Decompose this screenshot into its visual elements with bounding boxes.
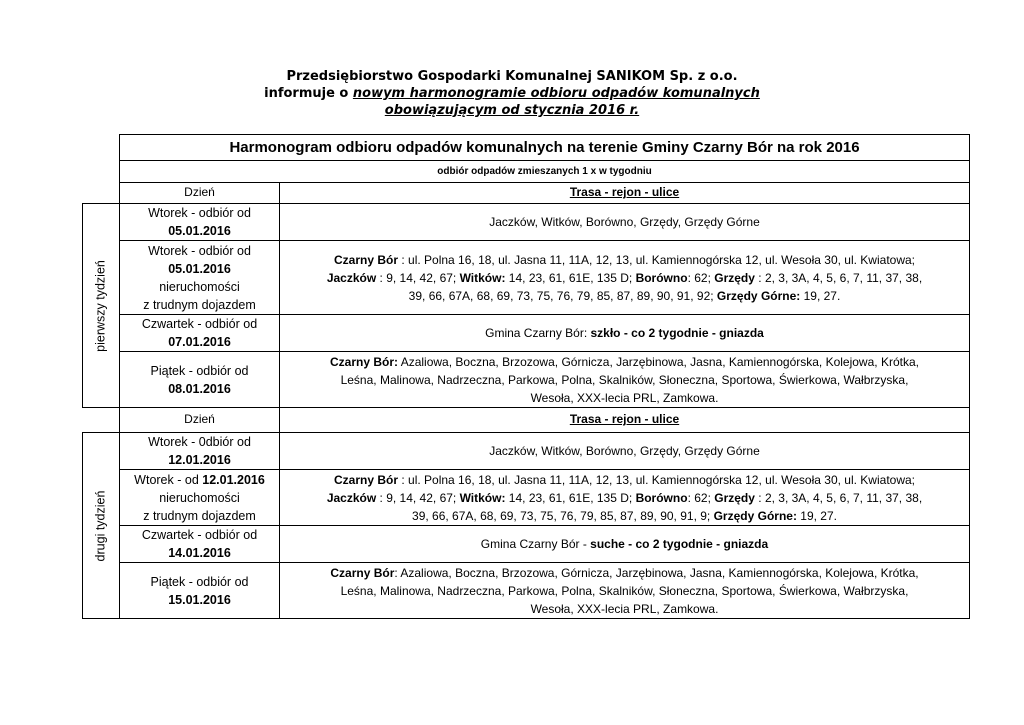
col-header-route: Trasa - rejon - ulice <box>280 183 970 204</box>
schedule-table <box>82 134 970 619</box>
col-header-day-2: Dzień <box>120 408 280 433</box>
table-row: pierwszy tydzień Wtorek - odbiór od 05.01.2016 Jaczków, Witków, Borówno, Grzędy, Grzędy Górne <box>83 204 970 241</box>
table-row: Czwartek - odbiór od 07.01.2016 Gmina Czarny Bór: szkło - co 2 tygodnie - gniazda <box>83 315 970 352</box>
table-subtitle: odbiór odpadów zmieszanych 1 x w tygodniu <box>120 161 970 183</box>
table-row: Wtorek - odbiór od 05.01.2016 nieruchomości z trudnym dojazdem Czarny Bór : ul. Polna 16, 18, ul. Jasna 11, 11A, 12, 13, ul. Kamiennogórska 12, ul. Wesoła 30, ul. Kwiatowa; Jaczków : 9, 14, 42, 67; Witków: 14, 23, 61, 61E, 135 D; Borówno: 62; Grzędy : 2, 3, 3A, 4, 5, 6, 7, 11, 37, 38, 39, 66, 67A, 68, 69, 73, 75, 76, 79, 85, 87, 89, 90, 91, 92; Grzędy Górne: 19, 27. <box>83 241 970 315</box>
table-row: drugi tydzień Wtorek - 0dbiór od 12.01.2016 Jaczków, Witków, Borówno, Grzędy, Grzędy Górne <box>83 433 970 470</box>
table-title: Harmonogram odbioru odpadów komunalnych na terenie Gminy Czarny Bór na rok 2016 <box>120 135 970 161</box>
table-row: Piątek - odbiór od 15.01.2016 Czarny Bór: Azaliowa, Boczna, Brzozowa, Górnicza, Jarzębinowa, Jasna, Kamiennogórska, Kolejowa, Krótka, Leśna, Malinowa, Nadrzeczna, Parkowa, Polna, Skalników, Słoneczna, Sportowa, Świerkowa, Wałbrzyska, Wesoła, XXX-lecia PRL, Zamkowa. <box>83 563 970 619</box>
table-row: Wtorek - od 12.01.2016 nieruchomości z trudnym dojazdem Czarny Bór : ul. Polna 16, 18, ul. Jasna 11, 11A, 12, 13, ul. Kamiennogórska 12, ul. Wesoła 30, ul. Kwiatowa; Jaczków : 9, 14, 42, 67; Witków: 14, 23, 61, 61E, 135 D; Borówno: 62; Grzędy : 2, 3, 3A, 4, 5, 6, 7, 11, 37, 38, 39, 66, 67A, 68, 69, 73, 75, 76, 79, 85, 87, 89, 90, 91, 9; Grzędy Górne: 19, 27. <box>83 470 970 526</box>
notice-line: informuje o nowym harmonogramie odbioru odpadów komunalnych <box>264 86 760 101</box>
table-row: Piątek - odbiór od 08.01.2016 Czarny Bór: Azaliowa, Boczna, Brzozowa, Górnicza, Jarzębinowa, Jasna, Kamiennogórska, Kolejowa, Krótka, Leśna, Malinowa, Nadrzeczna, Parkowa, Polna, Skalników, Słoneczna, Sportowa, Świerkowa, Wałbrzyska, Wesoła, XXX-lecia PRL, Zamkowa. <box>83 352 970 408</box>
table-row: Czwartek - odbiór od 14.01.2016 Gmina Czarny Bór - suche - co 2 tygodnie - gniazda <box>83 526 970 563</box>
company-name: Przedsiębiorstwo Gospodarki Komunalnej SANIKOM Sp. z o.o. <box>286 69 738 84</box>
notice-date-line: obowiązującym od stycznia 2016 r. <box>384 103 640 118</box>
notice-italic: nowym harmonogramie odbioru odpadów komunalnych <box>352 86 760 101</box>
col-header-day: Dzień <box>120 183 280 204</box>
col-header-route-2: Trasa - rejon - ulice <box>280 408 970 433</box>
week-label-1: pierwszy tydzień <box>83 204 120 408</box>
week-label-2: drugi tydzień <box>83 433 120 619</box>
